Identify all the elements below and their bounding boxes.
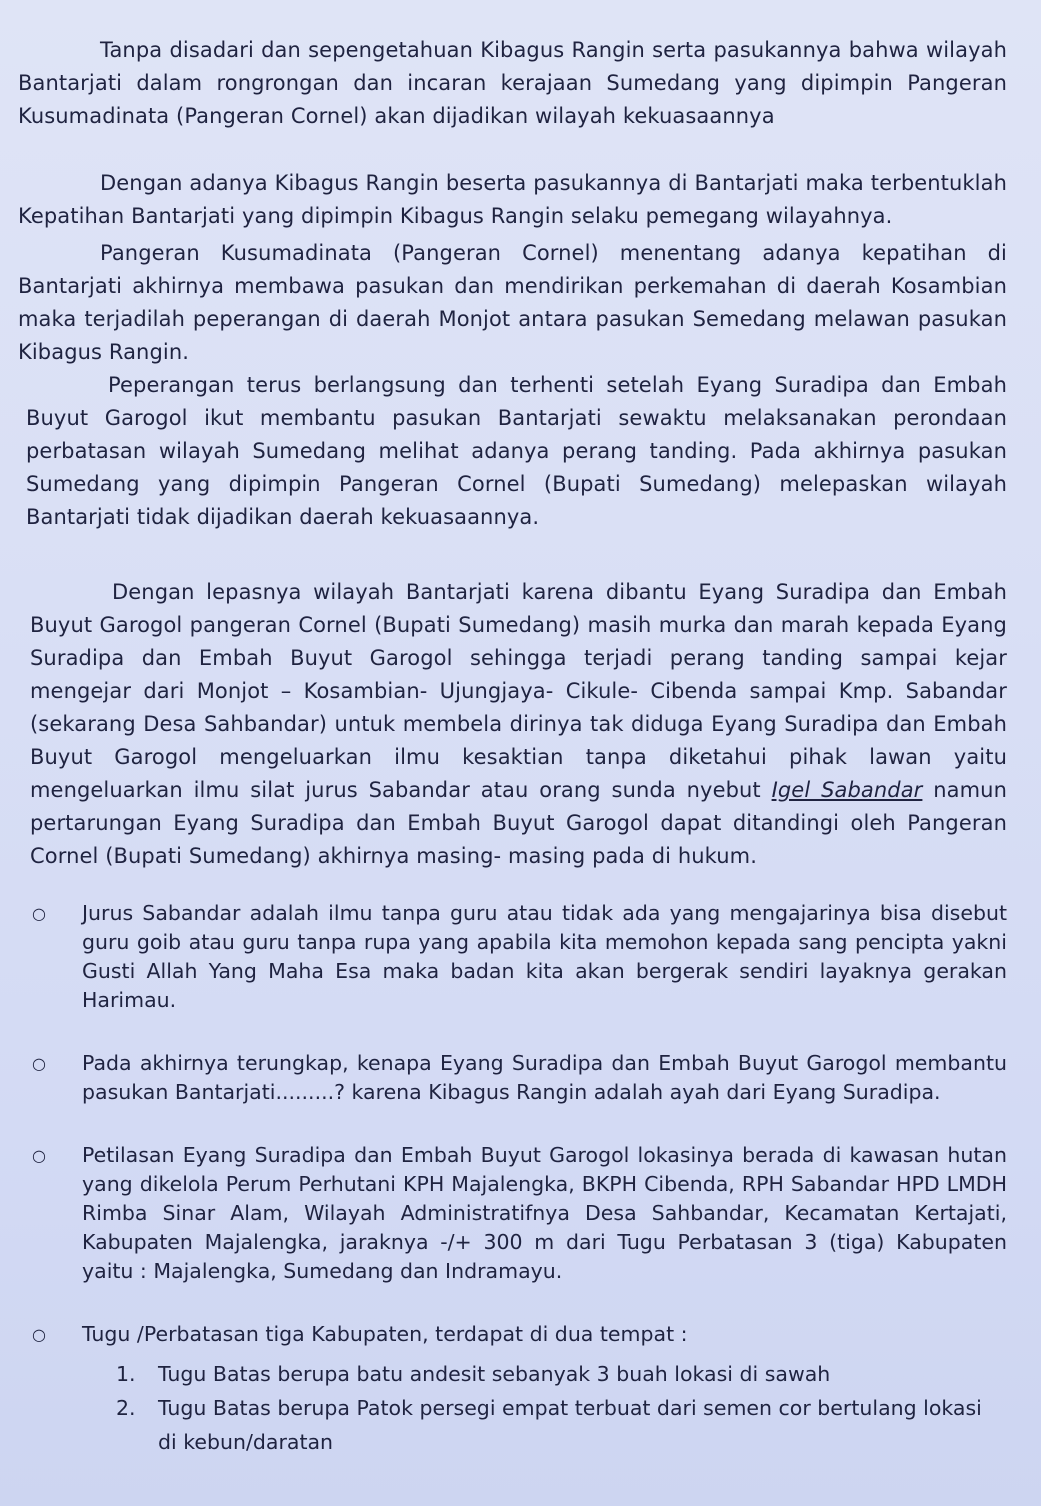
numbered-list [18, 1357, 1007, 1459]
circle-bullet-icon: ○ [32, 1325, 46, 1344]
paragraph-5-text-after: namun pertarungan Eyang Suradipa dan Embah Buyut Garogol dapat ditandingi oleh Pangeran Cornel (Bupati Sumedang) akhirnya masing- masing pada di hukum. [30, 778, 1007, 868]
bullet-item-petilasan [18, 1141, 1007, 1286]
paragraph-3: Pangeran Kusumadinata (Pangeran Cornel) menentang adanya kepatihan di Bantarjati akhirnya membawa pasukan dan mendirikan perkemahan di daerah Kosambian maka terjadilah peperangan di daerah Monjot antara pasukan Semedang melawan pasukan Kibagus Rangin. [18, 241, 1007, 364]
bullet-list [18, 899, 1007, 1349]
numbered-item-1 [18, 1357, 1007, 1391]
paragraph-4: Peperangan terus berlangsung dan terhenti setelah Eyang Suradipa dan Embah Buyut Garogol ikut membantu pasukan Bantarjati sewaktu melaksanakan perondaan perbatasan wilayah Sumedang melihat adanya perang tanding. Pada akhirnya pasukan Sumedang yang dipimpin Pangeran Cornel (Bupati Sumedang) melepaskan wilayah Bantarjati tidak dijadikan daerah kekuasaannya. [26, 373, 1007, 529]
paragraph-1: Tanpa disadari dan sepengetahuan Kibagus Rangin serta pasukannya bahwa wilayah Bantarjati dalam rongrongan dan incaran kerajaan Sumedang yang dipimpin Pangeran Kusumadinata (Pangeran Cornel) akan dijadikan wilayah kekuasaannya [18, 38, 1007, 128]
bullet-item-jurus-sabandar [18, 899, 1007, 1015]
circle-bullet-icon: ○ [32, 1054, 46, 1073]
circle-bullet-icon: ○ [32, 904, 46, 923]
item-number: 2. [116, 1396, 136, 1420]
bullet-item-terungkap [18, 1049, 1007, 1107]
paragraph-5-text-before: Dengan lepasnya wilayah Bantarjati karena dibantu Eyang Suradipa dan Embah Buyut Garogol pangeran Cornel (Bupati Sumedang) masih murka dan marah kepada Eyang Suradipa dan Embah Buyut Garogol sehingga terjadi perang tanding sampai kejar mengejar dari Monjot – Kosambian- Ujungjaya- Cikule- Cibenda sampai Kmp. Sabandar (sekarang Desa Sahbandar) untuk membela dirinya tak diduga Eyang Suradipa dan Embah Buyut Garogol mengeluarkan ilmu kesaktian tanpa diketahui pihak lawan yaitu mengeluarkan ilmu silat jurus Sabandar atau orang sunda nyebut [30, 580, 1007, 802]
paragraph-2: Dengan adanya Kibagus Rangin beserta pasukannya di Bantarjati maka terbentuklah Kepatihan Bantarjati yang dipimpin Kibagus Rangin selaku pemegang wilayahnya. [18, 171, 1007, 228]
item-text: Tugu Batas berupa batu andesit sebanyak 3 buah lokasi di sawah [158, 1362, 831, 1386]
circle-bullet-icon: ○ [32, 1146, 46, 1165]
paragraph-5 [18, 576, 1007, 873]
igel-sabandar-underlined: Igel Sabandar [771, 778, 923, 802]
item-number: 1. [116, 1362, 136, 1386]
bullet-item-tugu-perbatasan [18, 1320, 1007, 1349]
numbered-item-2 [18, 1391, 1007, 1459]
item-text: Tugu Batas berupa Patok persegi empat terbuat dari semen cor bertulang lokasi di kebun/daratan [158, 1396, 982, 1454]
bullet-text: Tugu /Perbatasan tiga Kabupaten, terdapat di dua tempat : [82, 1322, 688, 1346]
bullet-text: Pada akhirnya terungkap, kenapa Eyang Suradipa dan Embah Buyut Garogol membantu pasukan Bantarjati.........? karena Kibagus Rangin adalah ayah dari Eyang Suradipa. [82, 1051, 1007, 1104]
bullet-text: Petilasan Eyang Suradipa dan Embah Buyut Garogol lokasinya berada di kawasan hutan yang dikelola Perum Perhutani KPH Majalengka, BKPH Cibenda, RPH Sabandar HPD LMDH Rimba Sinar Alam, Wilayah Administratifnya Desa Sahbandar, Kecamatan Kertajati, Kabupaten Majalengka, jaraknya -/+ 300 m dari Tugu Perbatasan 3 (tiga) Kabupaten yaitu : Majalengka, Sumedang dan Indramayu. [82, 1143, 1007, 1283]
bullet-text: Jurus Sabandar adalah ilmu tanpa guru atau tidak ada yang mengajarinya bisa disebut guru goib atau guru tanpa rupa yang apabila kita memohon kepada sang pencipta yakni Gusti Allah Yang Maha Esa maka badan kita akan bergerak sendiri layaknya gerakan Harimau. [82, 901, 1007, 1012]
